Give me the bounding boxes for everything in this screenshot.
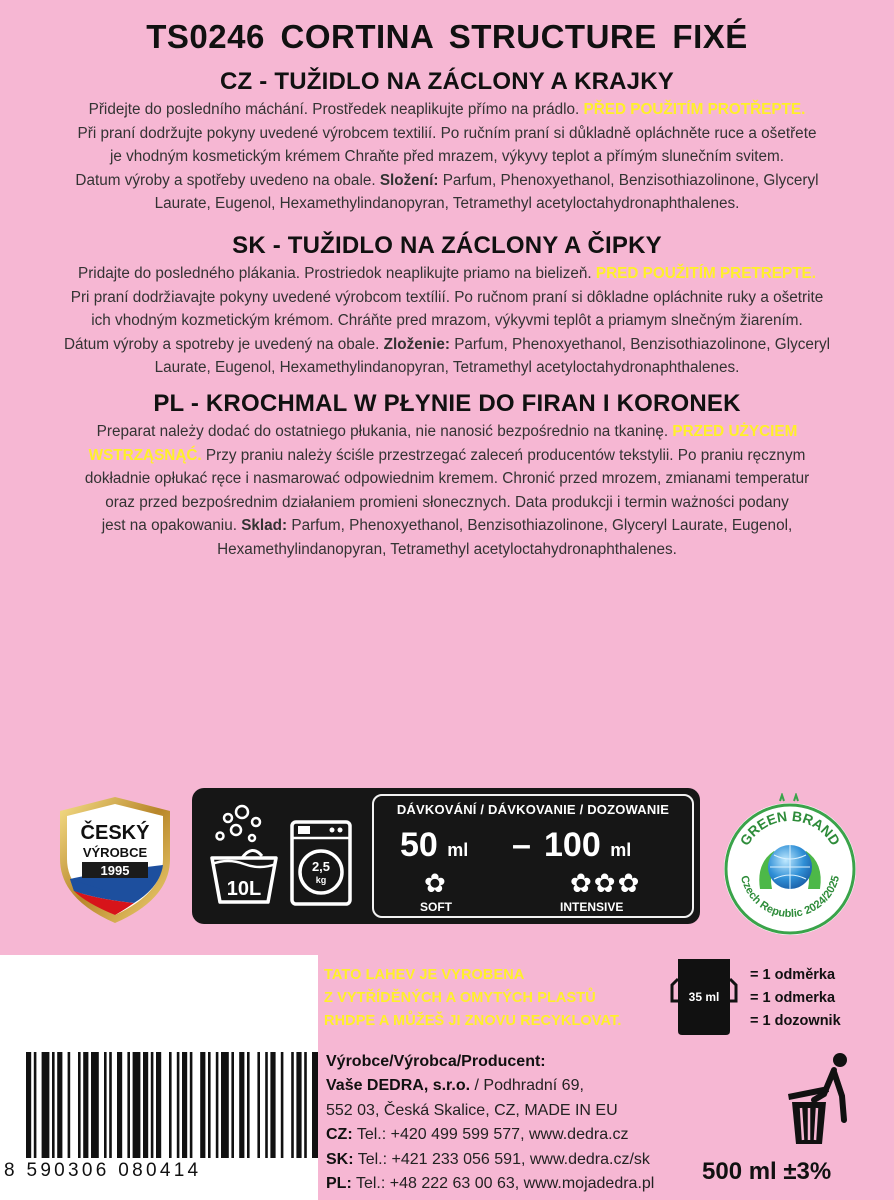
soft-dose-unit: ml: [447, 840, 469, 860]
sk-line-4: Dátum výroby a spotreby je uvedený na obale.: [63, 335, 384, 353]
measure-line-1: = 1 odměrka: [750, 967, 836, 983]
contact-pl: Tel.: +48 222 63 00 63, www.mojadedra.pl: [351, 1175, 655, 1193]
barcode-bar: [221, 1052, 229, 1158]
cz-line-4: Datum výroby a spotřeby uvedeno na obale.: [75, 171, 380, 189]
barcode-bar: [91, 1052, 99, 1158]
producer-info: [326, 1050, 654, 1196]
cz-warning: PŘED POUŽITÍM PROTŘEPTE.: [583, 101, 806, 118]
section-cz: [20, 68, 874, 216]
barcode-bar: [265, 1052, 268, 1158]
barcode-bar: [291, 1052, 294, 1158]
load-label: 2,5: [311, 859, 331, 874]
producer-company: Vaše DEDRA, s.r.o.: [326, 1077, 471, 1095]
barcode-bar: [117, 1052, 122, 1158]
sk-line-3: ich vhodným kozmetickým krémom. Chráňte pred mrazom, výkyvmi teplôt a priamym slnečným žiarením.: [91, 312, 803, 329]
sk-line-4-rest: Parfum, Phenoxyethanol, Benzisothiazolinone, Glyceryl: [449, 335, 831, 353]
volume-label: 500 ml ±3%: [702, 1158, 832, 1185]
barcode: [0, 1052, 318, 1158]
pl-line-5-rest: Parfum, Phenoxyethanol, Benzisothiazolinone, Glyceryl Laurate, Eugenol,: [287, 517, 793, 534]
contact-sk: Tel.: +421 233 056 591, www.dedra.cz/sk: [353, 1150, 650, 1168]
pl-line-2: Przy praniu należy ściśle przestrzegać zaleceń producentów tekstylii. Po praniu ręcznym: [201, 446, 806, 464]
intensive-dose: [544, 826, 631, 865]
heading-cz: CZ - TUŽIDLO NA ZÁCLONY A KRAJKY: [220, 68, 674, 95]
heading-sk: SK - TUŽIDLO NA ZÁCLONY A ČIPKY: [232, 232, 662, 259]
intensive-dose-value: 100: [544, 826, 601, 864]
barcode-bar: [200, 1052, 205, 1158]
barcode-bar: [257, 1052, 260, 1158]
seal-bottom-text: Czech Republic 2024/2025: [737, 874, 843, 921]
barcode-bar: [281, 1052, 284, 1158]
barcode-bar: [78, 1052, 81, 1158]
intensive-dose-unit: ml: [610, 840, 632, 860]
barcode-bar: [270, 1052, 275, 1158]
dose-dash: –: [512, 826, 531, 864]
dosage-title: DÁVKOVÁNÍ / DÁVKOVANIE / DOZOWANIE: [396, 802, 670, 817]
contact-pl-label: PL:: [326, 1175, 352, 1193]
barcode-bar: [57, 1052, 62, 1158]
sk-line-2: Pri praní dodržiavajte pokyny uvedené výrobcom textílií. Po ručnom praní si dôkladne opláchnite ruky a ošetrite: [70, 288, 824, 306]
barcode-bar: [216, 1052, 219, 1158]
barcode-bar: [83, 1052, 88, 1158]
barcode-bar: [169, 1052, 172, 1158]
measure-legend: [750, 964, 841, 1033]
pl-warning-2: WSTRZĄSNĄĆ.: [88, 446, 202, 464]
cz-line-4-rest: Parfum, Phenoxyethanol, Benzisothiazolinone, Glyceryl: [438, 171, 819, 189]
barcode-bar: [156, 1052, 161, 1158]
barcode-bar: [190, 1052, 193, 1158]
barcode-bar: [312, 1052, 318, 1158]
measuring-cup-icon: [668, 955, 742, 1037]
heading-pl: PL - KROCHMAL W PŁYNIE DO FIRAN I KORONEK: [153, 390, 741, 417]
cz-line-5: Laurate, Eugenol, Hexamethylindanopyran, Tetramethyl acetyloctahydronaphthalenes.: [154, 195, 740, 212]
barcode-bar: [239, 1052, 244, 1158]
flower-icons-triple: ✿✿✿: [570, 868, 642, 898]
sk-warning: PRED POUŽITÍM PRETREPTE.: [595, 265, 816, 282]
pl-line-3: dokładnie opłukać ręce i nasmarować odpowiednim kremem. Chronić przed mrozem, zmianami temperatur: [84, 470, 810, 487]
water-volume-label: 10L: [226, 878, 262, 900]
barcode-bar: [143, 1052, 148, 1158]
sk-line-1: Pridajte do posledného plákania. Prostriedok neaplikujte priamo na bielizeň.: [78, 265, 596, 282]
recycle-line-1: TATO LAHEV JE VYROBENA: [324, 967, 525, 983]
barcode-bar: [127, 1052, 130, 1158]
cz-line-1: Přidejte do posledního máchání. Prostředek neaplikujte přímo na prádlo.: [88, 101, 584, 118]
barcode-bar: [296, 1052, 301, 1158]
pl-composition-label: Sklad:: [241, 517, 288, 534]
pl-line-4: oraz przed bezpośrednim działaniem promieni słonecznych. Data produkcji i termin ważności podany: [105, 493, 789, 511]
trash-bin-icon: [784, 1050, 858, 1146]
contact-sk-label: SK:: [326, 1150, 354, 1168]
barcode-bar: [133, 1052, 141, 1158]
pl-line-1: Preparat należy dodać do ostatniego płukania, nie nanosić bezpośrednio na tkaninę.: [96, 423, 673, 440]
barcode-bar: [304, 1052, 307, 1158]
text-sk: [20, 262, 874, 380]
barcode-number: 8 590306 080414: [4, 1160, 202, 1181]
barcode-bar: [231, 1052, 234, 1158]
washing-icons: [206, 802, 356, 912]
barcode-bar: [26, 1052, 31, 1158]
recycle-notice: [324, 964, 621, 1033]
barcode-bar: [151, 1052, 154, 1158]
sk-composition-label: Zloženie:: [383, 335, 450, 353]
barcode-bar: [109, 1052, 112, 1158]
barcode-bar: [68, 1052, 71, 1158]
czech-manufacturer-badge: [56, 795, 174, 925]
badge-line-1: ČESKÝ: [80, 822, 150, 844]
contact-cz-label: CZ:: [326, 1126, 353, 1144]
seal-top-text: GREEN BRAND: [736, 807, 844, 849]
text-cz: [20, 98, 874, 216]
product-title: TS0246 CORTINA STRUCTURE FIXÉ: [146, 18, 748, 55]
barcode-bar: [247, 1052, 250, 1158]
measure-line-2: = 1 odmerka: [750, 990, 836, 1006]
soft-dose: [400, 826, 468, 865]
dosage-panel: [192, 788, 700, 924]
badge-line-2: VÝROBCE: [82, 845, 148, 860]
pl-line-6: Hexamethylindanopyran, Tetramethyl acetyloctahydronaphthalenes.: [217, 540, 677, 558]
barcode-bar: [34, 1052, 37, 1158]
load-unit: kg: [315, 875, 327, 885]
barcode-bar: [182, 1052, 187, 1158]
flower-icon: ✿: [424, 868, 446, 898]
cz-line-2: Při praní dodržujte pokyny uvedené výrobcem textilií. Po ručním praní si důkladně opláchněte ruce a ošetřete: [77, 124, 817, 142]
barcode-bar: [208, 1052, 211, 1158]
barcode-bar: [104, 1052, 107, 1158]
cup-label: 35 ml: [688, 990, 720, 1004]
intensive-label: INTENSIVE: [560, 900, 624, 914]
contact-cz: Tel.: +420 499 599 577, www.dedra.cz: [352, 1126, 629, 1144]
measure-line-3: = 1 dozownik: [750, 1013, 841, 1029]
section-sk: [20, 232, 874, 380]
barcode-bar: [42, 1052, 50, 1158]
cz-line-3: je vhodným kosmetickým krémem Chraňte před mrazem, výkyvy teplot a přímým slunečním svitem.: [109, 148, 785, 165]
soft-label: SOFT: [420, 900, 452, 914]
dosage-box: [372, 794, 694, 918]
section-pl: [20, 390, 874, 561]
text-pl: [20, 420, 874, 561]
pl-line-5: jest na opakowaniu.: [101, 517, 242, 534]
recycle-line-3: RHDPE A MŮŽEŠ JI ZNOVU RECYKLOVAT.: [324, 1013, 622, 1029]
producer-city: 552 03, Česká Skalice, CZ, MADE IN EU: [326, 1101, 618, 1119]
soft-dose-value: 50: [400, 826, 438, 864]
green-brand-seal: [720, 793, 860, 937]
badge-year: 1995: [100, 863, 130, 878]
producer-heading: Výrobce/Výrobca/Producent:: [326, 1053, 546, 1070]
barcode-bar: [177, 1052, 180, 1158]
pl-warning-1: PRZED UŻYCIEM: [672, 423, 798, 440]
cz-composition-label: Složení:: [379, 171, 439, 189]
sk-line-5: Laurate, Eugenol, Hexamethylindanopyran, Tetramethyl acetyloctahydronaphthalenes.: [154, 359, 740, 376]
recycle-line-2: Z VYTŘÍDĚNÝCH A OMYTÝCH PLASTŮ: [324, 990, 596, 1006]
producer-street: / Podhradní 69,: [470, 1077, 584, 1095]
barcode-bar: [52, 1052, 55, 1158]
